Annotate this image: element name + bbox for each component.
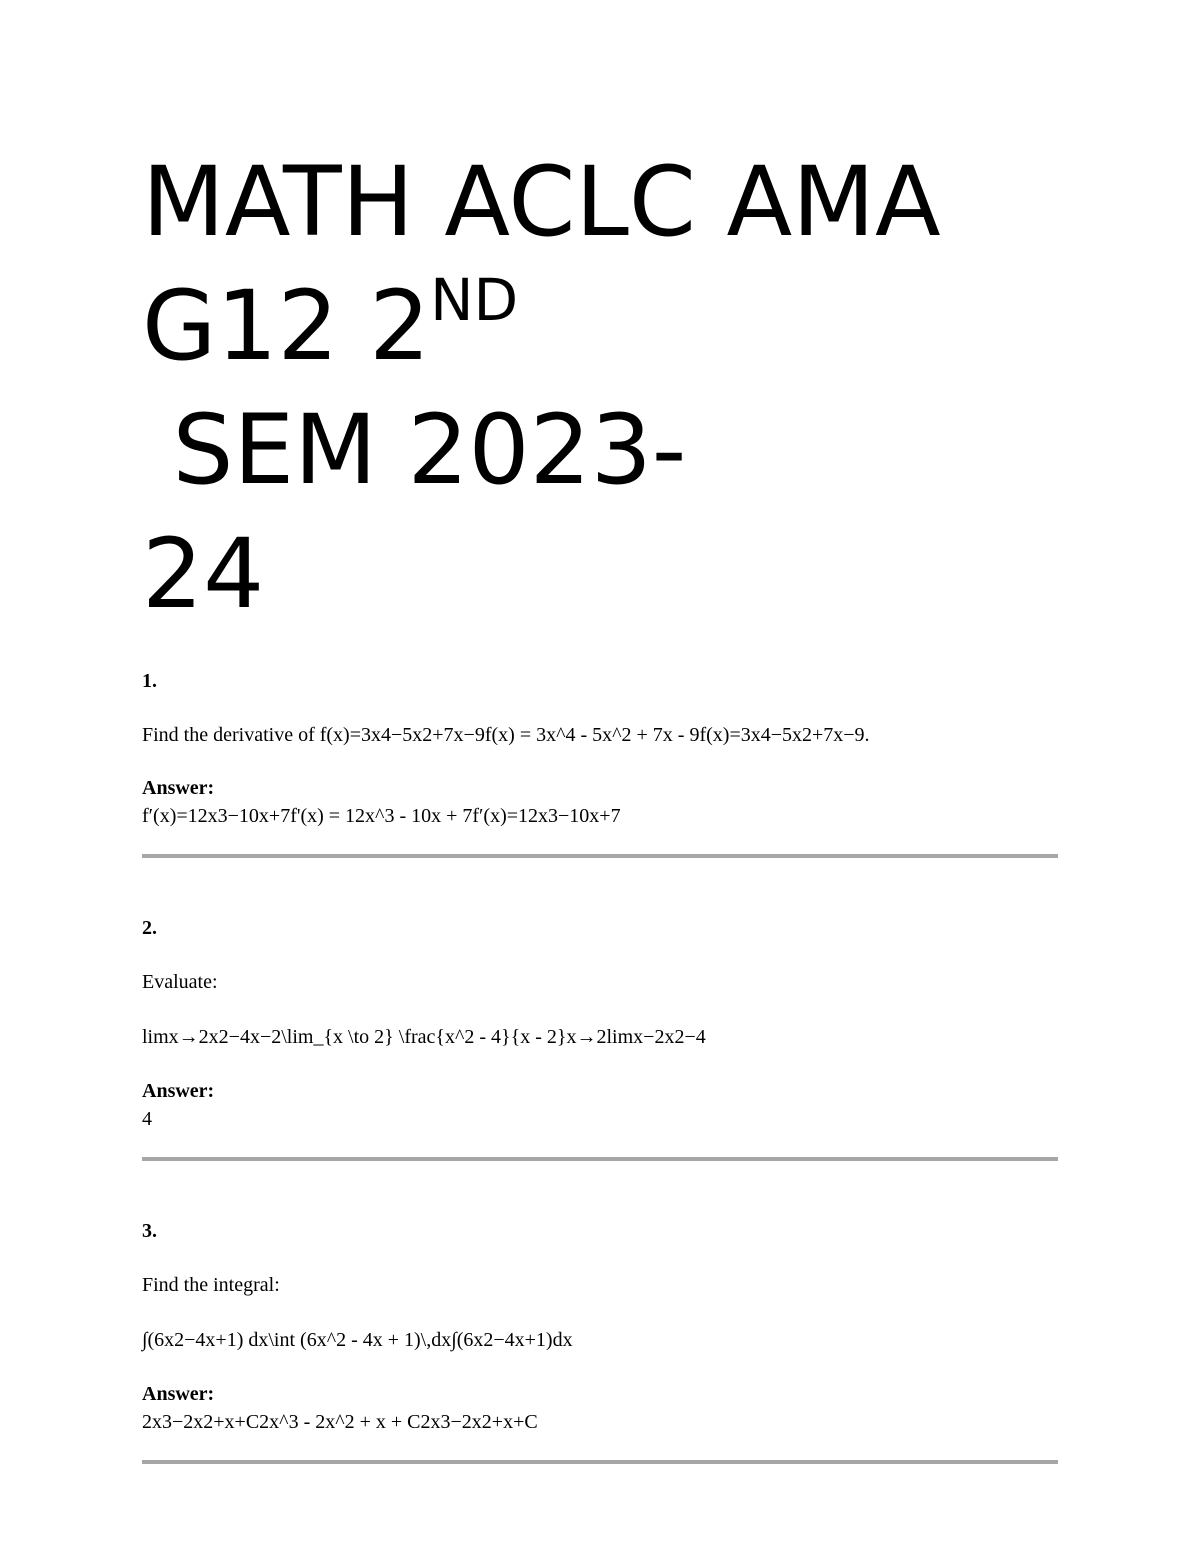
answer-label: Answer: xyxy=(142,777,215,799)
section-divider xyxy=(142,1157,1058,1161)
title-line-1: MATH ACLC AMA xyxy=(142,146,941,258)
question-prompt: Find the integral: xyxy=(142,1274,280,1296)
title-line-3: 24 xyxy=(142,518,265,630)
document-title xyxy=(142,140,1058,636)
question-prompt: Find the derivative of f(x)=3x4−5x2+7x−9f(x) = 3x^4 - 5x^2 + 7x - 9f(x)=3x4−5x2+7x−9. xyxy=(142,724,870,746)
question-expression: limx→2x2−4x−2\lim_{x \to 2} \frac{x^2 - 4}{x - 2}x→2limx−2x2−4 xyxy=(142,1026,706,1048)
section-divider xyxy=(142,1460,1058,1464)
question-prompt: Evaluate: xyxy=(142,971,218,993)
answer-label: Answer: xyxy=(142,1383,215,1405)
question-3 xyxy=(142,1217,1058,1464)
question-number: 1. xyxy=(142,670,157,692)
answer-label: Answer: xyxy=(142,1080,215,1102)
answer-value: 2x3−2x2+x+C2x^3 - 2x^2 + x + C2x3−2x2+x+C xyxy=(142,1411,538,1433)
document-page xyxy=(142,140,1058,1464)
answer-value: f′(x)=12x3−10x+7f'(x) = 12x^3 - 10x + 7f′(x)=12x3−10x+7 xyxy=(142,805,621,827)
question-2 xyxy=(142,914,1058,1161)
section-divider xyxy=(142,854,1058,858)
question-1 xyxy=(142,667,1058,858)
title-ordinal-superscript: ND xyxy=(430,266,519,334)
answer-value: 4 xyxy=(142,1108,152,1130)
title-line-2 xyxy=(142,264,1058,512)
question-number: 2. xyxy=(142,917,157,939)
title-line-2-prefix: G12 2 xyxy=(142,270,431,382)
question-number: 3. xyxy=(142,1220,157,1242)
question-expression: ∫(6x2−4x+1) dx\int (6x^2 - 4x + 1)\,dx∫(6x2−4x+1)dx xyxy=(142,1329,573,1351)
title-line-2-suffix: SEM 2023- xyxy=(142,394,687,506)
